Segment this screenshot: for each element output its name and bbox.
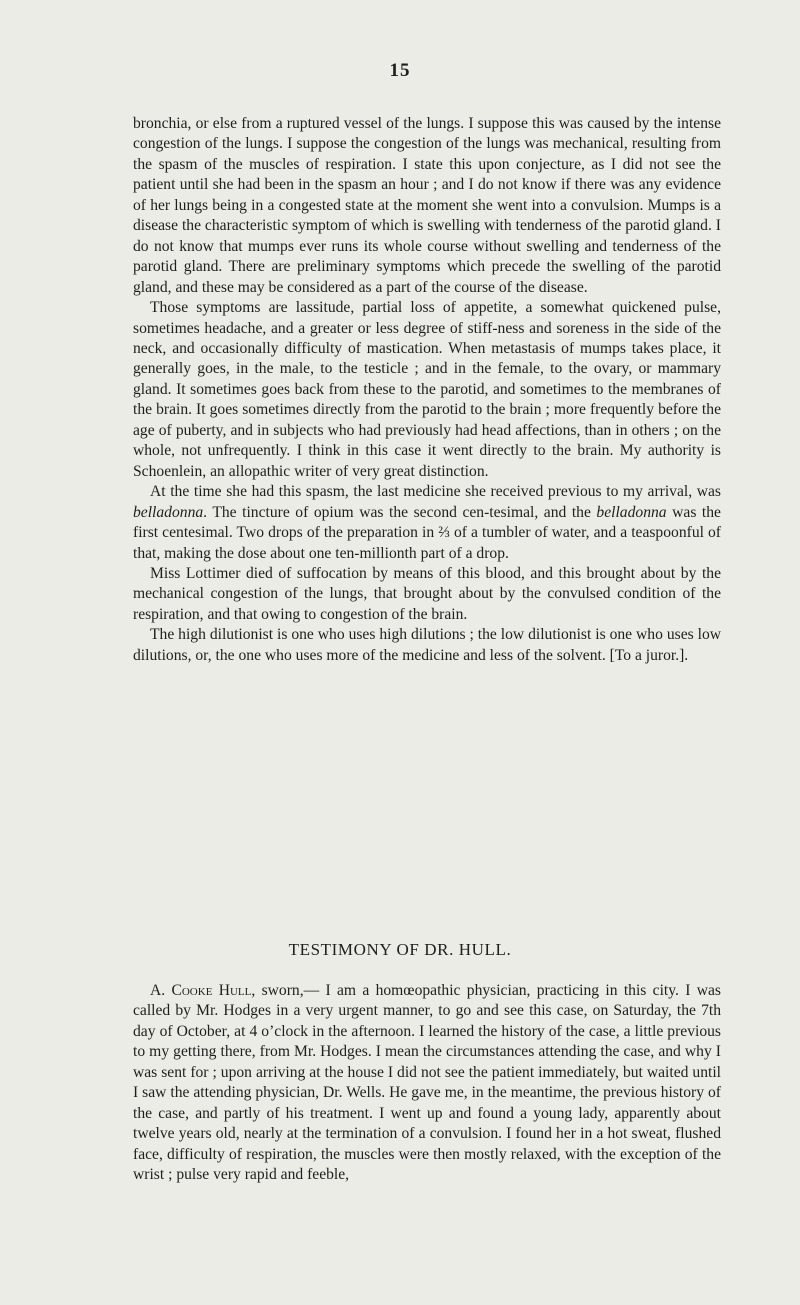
- page-number: 15: [389, 60, 411, 81]
- witness-name: A. Cooke Hull: [150, 982, 252, 999]
- italic-term: belladonna: [596, 503, 667, 521]
- paragraph: Those symptoms are lassitude, partial loss of appetite, a somewhat quickened pulse, sometimes headache, and a greater or less degree of stiff-ness and soreness in the side of the neck, and occasionally difficulty of mastication. When metastasis of mumps takes place, it generally goes, in the male, to the testicle ; and in the female, to the ovary, or mammary gland. It sometimes goes back from these to the parotid, and sometimes to the membranes of the brain. It goes sometimes directly from the parotid to the brain ; more frequently before the age of puberty, and in subjects who had previously had head affections, than in others ; on the whole, not unfrequently. I think in this case it went directly to the brain. My authority is Schoenlein, an allopathic writer of very great distinction.: [133, 299, 721, 480]
- text-run: . The tincture of opium was the second cen-tesimal, and the: [203, 503, 597, 521]
- upper-text-block: [133, 114, 721, 666]
- paragraph: Miss Lottimer died of suffocation by means of this blood, and this brought about by the mechanical congestion of the lungs, that brought about by the convulsed condition of the respiration, and that owing to congestion of the brain.: [133, 564, 721, 623]
- paragraph: [133, 482, 721, 564]
- paragraph: The high dilutionist is one who uses high dilutions ; the low dilutionist is one who uses low dilutions, or, the one who uses more of the medicine and less of the solvent. [To a juror.].: [133, 626, 721, 664]
- paragraph: [133, 981, 721, 1186]
- italic-term: belladonna: [133, 503, 204, 521]
- text-run: At the time she had this spasm, the last medicine she received previous to my arrival, was: [150, 483, 721, 501]
- lower-text-block: [133, 981, 721, 1186]
- text-run: was the first centesimal. Two drops of the preparation in ⅔ of a tumbler of water, and a teaspoonful of that, making the dose about one ten-millionth part of a drop.: [133, 503, 721, 562]
- section-heading: TESTIMONY OF DR. HULL.: [288, 940, 512, 959]
- paragraph: bronchia, or else from a ruptured vessel of the lungs. I suppose this was caused by the intense congestion of the lungs. I suppose the congestion of the lungs was mechanical, resulting from the spasm of the muscles of respiration. I state this upon conjecture, as I did not see the patient until she had been in the spasm an hour ; and I do not know if there was any evidence of her lungs being in a congested state at the moment she went into a convulsion. Mumps is a disease the characteristic symptom of which is swelling with tenderness of the parotid gland. I do not know that mumps ever runs its whole course without swelling and tenderness of the parotid gland. There are preliminary symptoms which precede the swelling of the parotid gland, and these may be considered as a part of the course of the disease.: [133, 115, 721, 296]
- text-run: , sworn,— I am a homœopathic physician, practicing in this city. I was called by Mr. Hodges in a very urgent manner, to go and see this case, on Saturday, the 7th day of October, at 4 o’clock in the afternoon. I learned the history of the case, a little previous to my getting there, from Mr. Hodges. I mean the circumstances attending the case, and why I was sent for ; upon arriving at the house I did not see the patient immediately, but waited until I saw the attending physician, Dr. Wells. He gave me, in the meantime, the previous history of the case, and partly of his treatment. I went up and found a young lady, apparently about twelve years old, nearly at the termination of a convulsion. I found her in a hot sweat, flushed face, difficulty of respiration, the muscles were then mostly relaxed, with the exception of the wrist ; pulse very rapid and feeble,: [133, 982, 721, 1184]
